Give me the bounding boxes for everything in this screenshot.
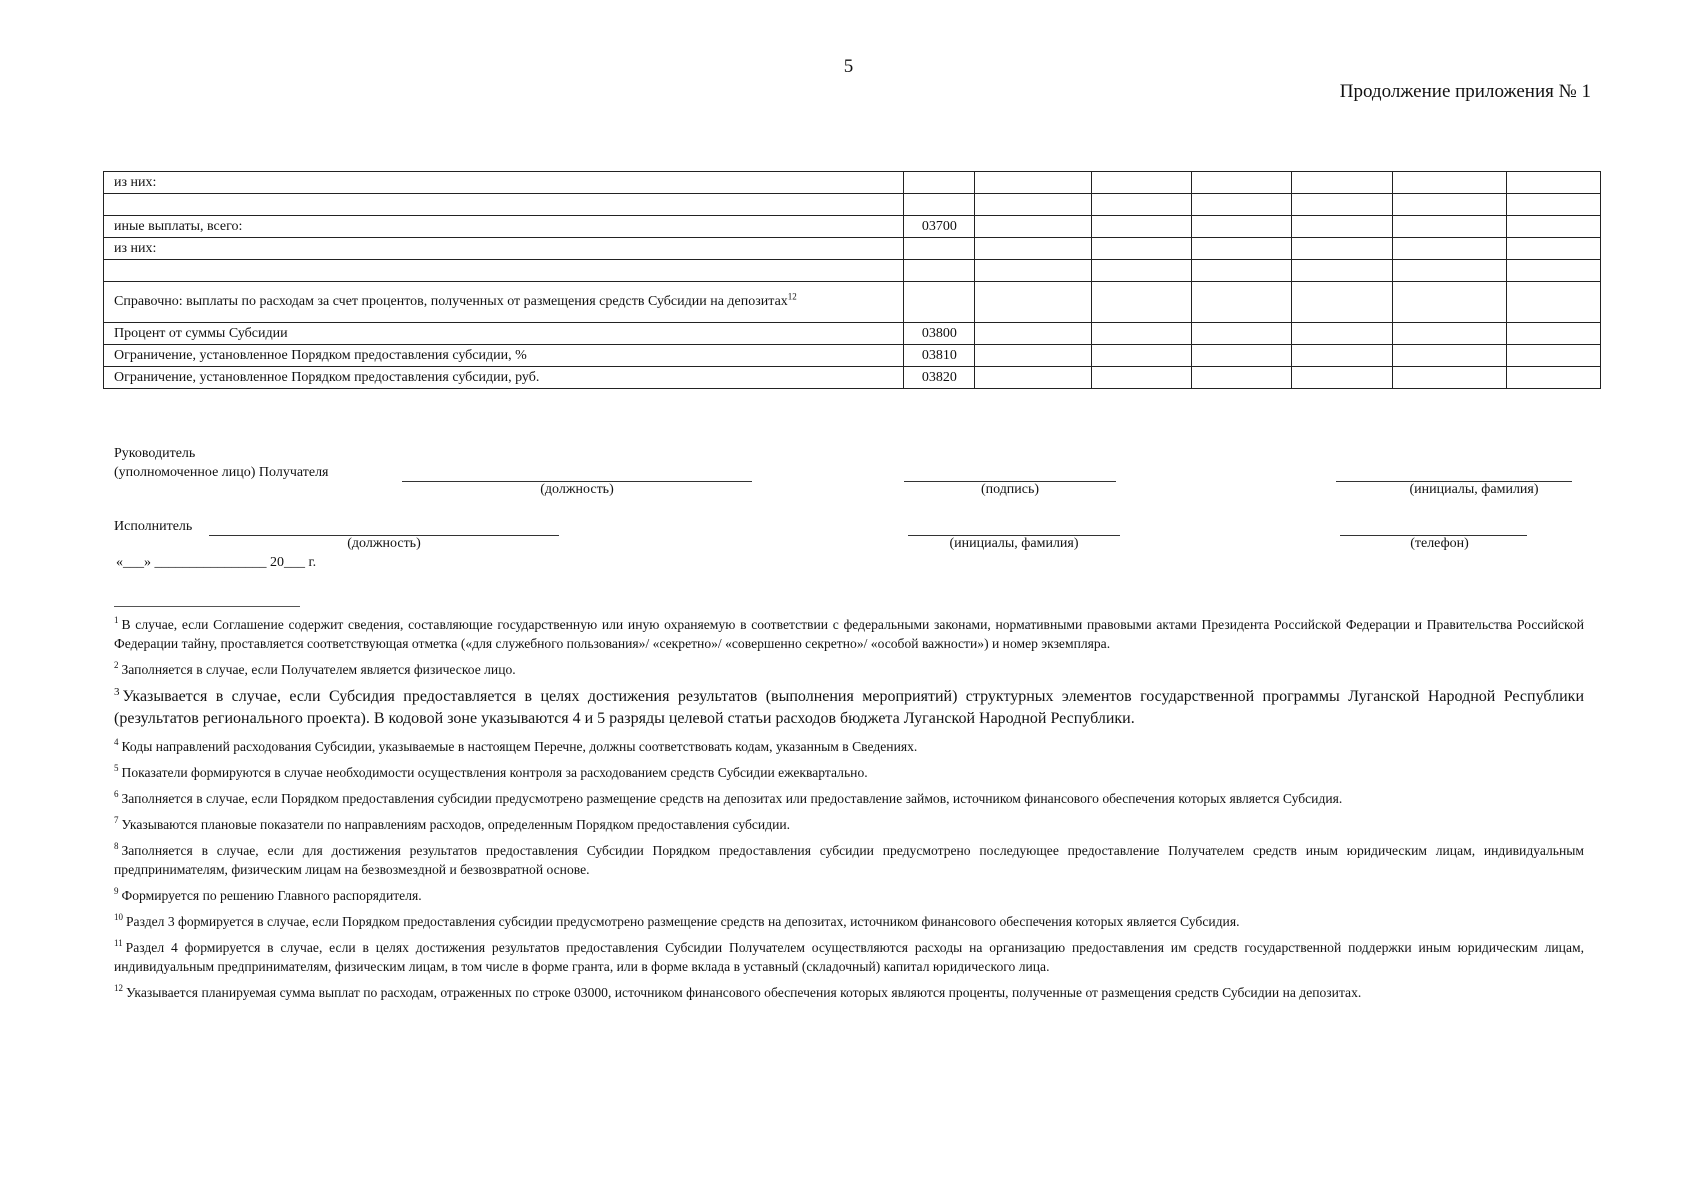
row-code — [904, 260, 975, 282]
row-label: Процент от суммы Субсидии — [104, 323, 904, 345]
table-row — [104, 282, 1601, 323]
footnote-7 — [114, 815, 1584, 834]
value-cell[interactable] — [1292, 216, 1393, 238]
value-cell[interactable] — [975, 260, 1092, 282]
signature-caption: (подпись) — [980, 482, 1040, 497]
value-cell[interactable] — [975, 345, 1092, 367]
footnote-number: 10 — [114, 912, 123, 923]
footnote-number: 5 — [114, 763, 119, 774]
value-cell[interactable] — [1292, 260, 1393, 282]
value-cell[interactable] — [975, 194, 1092, 216]
row-label — [104, 194, 904, 216]
table-row — [104, 367, 1601, 389]
value-cell[interactable] — [1192, 216, 1292, 238]
footnote-text: Заполняется в случае, если Получателем является физическое лицо. — [121, 662, 516, 677]
value-cell[interactable] — [1393, 194, 1507, 216]
value-cell[interactable] — [1393, 282, 1507, 323]
table-row — [104, 323, 1601, 345]
footnote-4 — [114, 737, 1584, 756]
footnote-number: 1 — [114, 615, 119, 626]
value-cell[interactable] — [1092, 172, 1192, 194]
footnote-2 — [114, 660, 1584, 679]
footnote-number: 8 — [114, 841, 119, 852]
footnote-number: 11 — [114, 938, 123, 949]
row-code: 03810 — [904, 345, 975, 367]
footnote-5 — [114, 763, 1584, 782]
row-code: 03820 — [904, 367, 975, 389]
value-cell[interactable] — [1192, 194, 1292, 216]
value-cell[interactable] — [1393, 238, 1507, 260]
footnote-text: Раздел 4 формируется в случае, если в целях достижения результатов предоставления Субсидии Получателем осуществляются расходы на организацию предоставления им средств государственной поддержки иным юридическим лицам, индивидуальным предпринимателям, физическим лицам, в том числе в форме гранта, или в форме вклада в уставный (складочный) капитал юридического лица. — [114, 940, 1584, 974]
value-cell[interactable] — [1292, 194, 1393, 216]
value-cell[interactable] — [1507, 282, 1601, 323]
value-cell[interactable] — [975, 216, 1092, 238]
value-cell[interactable] — [1192, 345, 1292, 367]
footnote-text: Указывается планируемая сумма выплат по расходам, отраженных по строке 03000, источником финансового обеспечения которых являются проценты, полученные от размещения средств Субсидии на депозитах. — [126, 985, 1362, 1000]
value-cell[interactable] — [1192, 323, 1292, 345]
value-cell[interactable] — [1092, 282, 1192, 323]
footnote-text: Заполняется в случае, если Порядком предоставления субсидии предусмотрено размещение средств на депозитах или предоставление займов, источником финансового обеспечения которых является Субсидия. — [121, 791, 1343, 806]
value-cell[interactable] — [1092, 323, 1192, 345]
row-label: Ограничение, установленное Порядком предоставления субсидии, % — [104, 345, 904, 367]
value-cell[interactable] — [1292, 323, 1393, 345]
table-row — [104, 345, 1601, 367]
value-cell[interactable] — [1192, 282, 1292, 323]
initials-caption: (инициалы, фамилия) — [1409, 482, 1539, 497]
head-label-authorized: (уполномоченное лицо) Получателя — [114, 465, 329, 480]
footnote-6 — [114, 789, 1584, 808]
row-code — [904, 282, 975, 323]
row-label: Справочно: выплаты по расходам за счет процентов, полученных от размещения средств Субсидии на депозитах$^{12}$ — [104, 282, 904, 323]
row-code: 03800 — [904, 323, 975, 345]
footnote-text: В случае, если Соглашение содержит сведения, составляющие государственную или иную охраняемую в соответствии с федеральными законами, нормативными правовыми актами Президента Российской Федерации и Правительства Российской Федерации тайну, проставляется соответствующая отметка («для служебного пользования»/ «секретно»/ «совершенно секретно»/ «особой важности») и номер экземпляра. — [114, 617, 1584, 651]
head-label: Руководитель — [114, 446, 196, 461]
footnote-12 — [114, 983, 1584, 1002]
value-cell[interactable] — [1393, 345, 1507, 367]
footnotes — [114, 615, 1584, 1009]
footnote-text: Формируется по решению Главного распорядителя. — [121, 888, 422, 903]
value-cell[interactable] — [1393, 323, 1507, 345]
footnote-number: 6 — [114, 789, 119, 800]
executor-initials-caption: (инициалы, фамилия) — [949, 536, 1079, 551]
executor-label: Исполнитель — [114, 519, 193, 534]
value-cell[interactable] — [1507, 345, 1601, 367]
value-cell[interactable] — [1507, 323, 1601, 345]
footnote-text: Показатели формируются в случае необходимости осуществления контроля за расходованием средств Субсидии ежеквартально. — [121, 765, 868, 780]
value-cell[interactable] — [975, 238, 1092, 260]
value-cell[interactable] — [1393, 172, 1507, 194]
value-cell[interactable] — [1292, 282, 1393, 323]
payments-table — [103, 171, 1601, 389]
row-label: Ограничение, установленное Порядком предоставления субсидии, руб. — [104, 367, 904, 389]
value-cell[interactable] — [1507, 216, 1601, 238]
value-cell[interactable] — [1192, 172, 1292, 194]
page-number: 5 — [843, 56, 854, 77]
footnote-ref: 12 — [787, 291, 797, 302]
value-cell[interactable] — [1092, 345, 1192, 367]
footnote-number: 7 — [114, 815, 119, 826]
footnote-8 — [114, 841, 1584, 879]
value-cell[interactable] — [1393, 260, 1507, 282]
footnote-number: 3 — [114, 685, 120, 698]
value-cell[interactable] — [1292, 345, 1393, 367]
value-cell[interactable] — [1292, 172, 1393, 194]
footnote-1 — [114, 615, 1584, 653]
executor-position-caption: (должность) — [347, 536, 421, 551]
row-code — [904, 238, 975, 260]
value-cell[interactable] — [975, 367, 1092, 389]
value-cell[interactable] — [1092, 367, 1192, 389]
table-row — [104, 238, 1601, 260]
value-cell[interactable] — [1092, 260, 1192, 282]
table-row — [104, 216, 1601, 238]
date-line[interactable]: «___» ________________ 20___ г. — [116, 555, 317, 570]
value-cell[interactable] — [1393, 216, 1507, 238]
row-label: иные выплаты, всего: — [104, 216, 904, 238]
value-cell[interactable] — [1292, 238, 1393, 260]
row-label — [104, 260, 904, 282]
value-cell[interactable] — [1192, 238, 1292, 260]
value-cell[interactable] — [975, 323, 1092, 345]
row-label: из них: — [104, 238, 904, 260]
value-cell[interactable] — [975, 282, 1092, 323]
footnote-separator — [114, 606, 300, 607]
footnote-text: Заполняется в случае, если для достижения результатов предоставления Субсидии Порядком предоставления субсидии предусмотрено последующее предоставление Получателем средств иным юридическим лицам, индивидуальным предпринимателям, физическим лицам на безвозмездной и безвозвратной основе. — [114, 843, 1584, 877]
value-cell[interactable] — [1507, 367, 1601, 389]
value-cell[interactable] — [1393, 367, 1507, 389]
table-row — [104, 260, 1601, 282]
appendix-note: Продолжение приложения № 1 — [1339, 81, 1591, 102]
footnote-text: Коды направлений расходования Субсидии, указываемые в настоящем Перечне, должны соответствовать кодам, указанным в Сведениях. — [121, 739, 918, 754]
table-row — [104, 172, 1601, 194]
footnote-3 — [114, 686, 1584, 730]
footnote-number: 4 — [114, 737, 119, 748]
value-cell[interactable] — [1092, 238, 1192, 260]
value-cell[interactable] — [1192, 367, 1292, 389]
value-cell[interactable] — [1292, 367, 1393, 389]
footnote-10 — [114, 912, 1584, 931]
row-code — [904, 194, 975, 216]
value-cell[interactable] — [975, 172, 1092, 194]
footnote-text: Указываются плановые показатели по направлениям расходов, определенным Порядком предоставления субсидии. — [121, 817, 791, 832]
row-code: 03700 — [904, 216, 975, 238]
footnote-number: 12 — [114, 983, 123, 994]
footnote-number: 2 — [114, 660, 119, 671]
value-cell[interactable] — [1192, 260, 1292, 282]
row-label: из них: — [104, 172, 904, 194]
value-cell[interactable] — [1507, 260, 1601, 282]
table-row — [104, 194, 1601, 216]
position-caption: (должность) — [540, 482, 614, 497]
footnote-text: Указывается в случае, если Субсидия предоставляется в целях достижения результатов (выполнения мероприятий) структурных элементов государственной программы Луганской Народной Республики (результатов регионального проекта). В кодовой зоне указываются 4 и 5 разряды целевой статьи расходов бюджета Луганской Народной Республики. — [114, 688, 1584, 727]
value-cell[interactable] — [1092, 216, 1192, 238]
value-cell[interactable] — [1507, 238, 1601, 260]
footnote-text: Раздел 3 формируется в случае, если Порядком предоставления субсидии предусмотрено размещение средств на депозитах, источником финансового обеспечения которых является Субсидия. — [126, 914, 1240, 929]
phone-caption: (телефон) — [1410, 536, 1469, 551]
value-cell[interactable] — [1507, 194, 1601, 216]
footnote-number: 9 — [114, 886, 119, 897]
footnote-11 — [114, 938, 1584, 976]
value-cell[interactable] — [1507, 172, 1601, 194]
footnote-9 — [114, 886, 1584, 905]
value-cell[interactable] — [1092, 194, 1192, 216]
row-code — [904, 172, 975, 194]
